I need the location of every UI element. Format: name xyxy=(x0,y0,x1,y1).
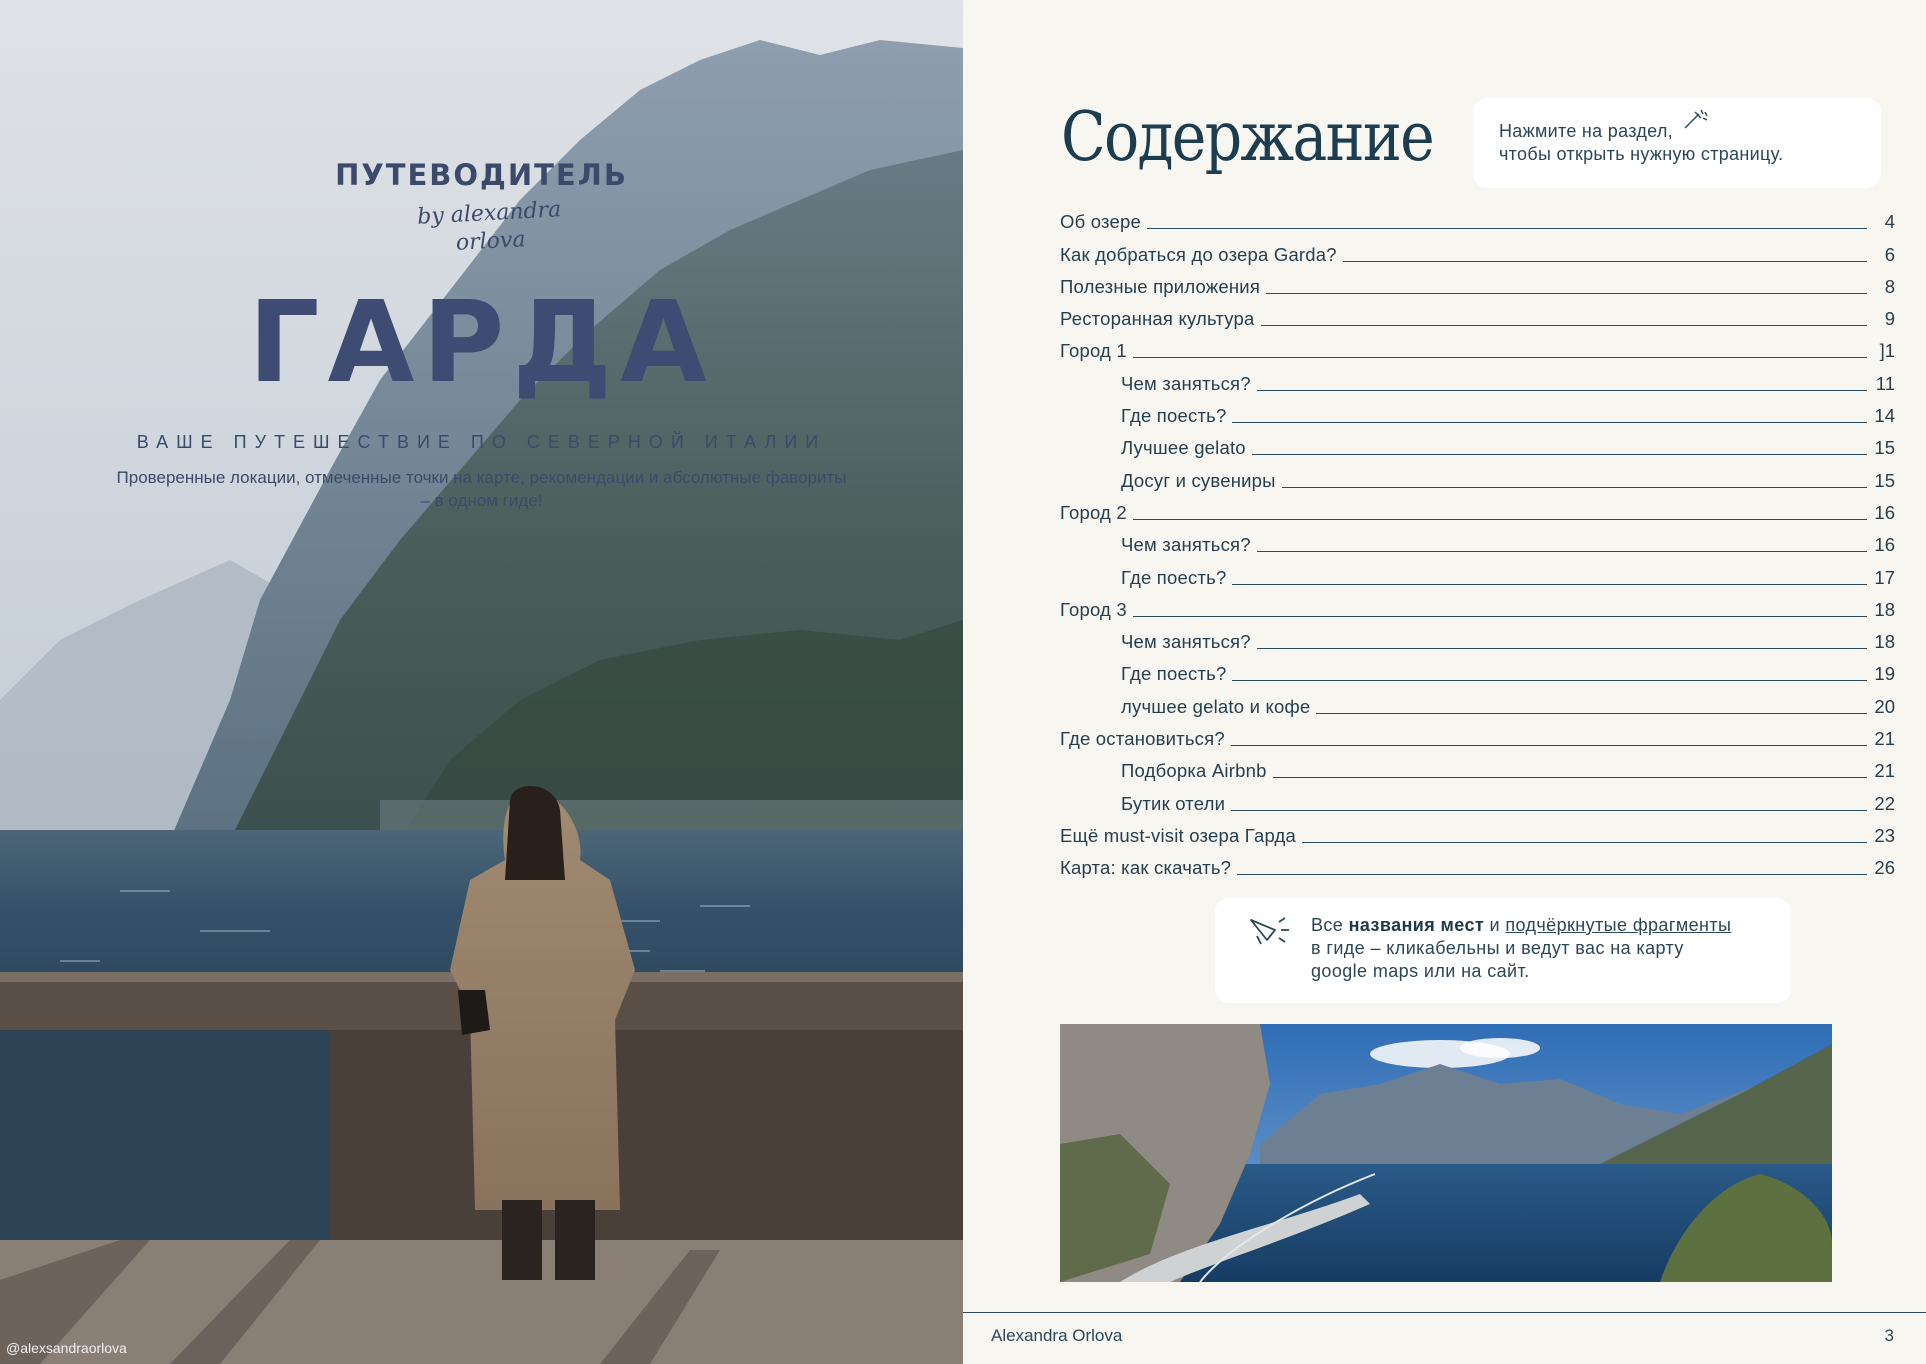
toc-leader-line xyxy=(1147,228,1867,229)
toc-entry-page[interactable]: 21 xyxy=(1874,760,1895,782)
toc-leader-line xyxy=(1232,584,1867,585)
toc-entry-label[interactable]: Чем заняться? xyxy=(1121,534,1251,556)
toc-entry-page[interactable]: ]1 xyxy=(1879,340,1895,362)
toc-entry-page[interactable]: 17 xyxy=(1874,566,1895,588)
toc-entry-label[interactable]: Где поесть? xyxy=(1121,663,1227,685)
toc-leader-line xyxy=(1133,616,1867,617)
toc-entry-label[interactable]: Бутик отели xyxy=(1121,792,1226,814)
toc-entry-page[interactable]: 20 xyxy=(1874,695,1895,717)
toc-leader-line xyxy=(1232,422,1867,423)
signature-line-2: orlova xyxy=(455,227,527,256)
toc-entry-label[interactable]: лучшее gelato и кофе xyxy=(1121,695,1311,717)
toc-entry-page[interactable]: 23 xyxy=(1874,824,1895,846)
toc-entry-page[interactable]: 21 xyxy=(1874,728,1895,750)
note-line-1: Все названия мест и подчёркнутые фрагменты xyxy=(1311,915,1732,935)
lake-photo xyxy=(1060,1024,1832,1282)
toc-entry[interactable] xyxy=(1060,299,1895,331)
note-line-2: в гиде – кликабельны и ведут вас на карту xyxy=(1311,938,1684,958)
toc-entry[interactable] xyxy=(1060,396,1895,428)
toc-entry-page[interactable]: 9 xyxy=(1884,308,1895,330)
toc-leader-line xyxy=(1282,487,1867,488)
toc-entry-label[interactable]: Чем заняться? xyxy=(1121,372,1251,394)
toc-entry-page[interactable]: 11 xyxy=(1875,372,1895,394)
toc-entry[interactable] xyxy=(1060,590,1895,622)
toc-entry[interactable] xyxy=(1060,783,1895,815)
clickable-note xyxy=(1215,898,1791,1003)
toc-leader-line xyxy=(1231,810,1867,811)
note-bold-text: названия мест xyxy=(1348,915,1485,935)
toc-entry-label[interactable]: Чем заняться? xyxy=(1121,631,1251,653)
toc-leader-line xyxy=(1343,261,1867,262)
toc-entry-label[interactable]: Карта: как скачать? xyxy=(1060,857,1232,879)
toc-leader-line xyxy=(1237,874,1867,875)
hint-box xyxy=(1473,98,1881,188)
toc-entry-label[interactable]: Где остановиться? xyxy=(1060,728,1225,750)
toc-entry[interactable] xyxy=(1060,267,1895,299)
toc-leader-line xyxy=(1266,293,1867,294)
table-of-contents xyxy=(1060,202,1895,880)
toc-entry[interactable] xyxy=(1060,557,1895,589)
hint-line-2: чтобы открыть нужную страницу. xyxy=(1499,144,1784,164)
cover-kicker: ПУТЕВОДИТЕЛЬ xyxy=(335,158,628,192)
toc-entry-label[interactable]: Досуг и сувениры xyxy=(1121,469,1276,491)
note-line-3: google maps или на сайт. xyxy=(1311,961,1530,981)
toc-leader-line xyxy=(1231,745,1867,746)
cover-title: ГАРДА xyxy=(248,278,715,408)
toc-entry-page[interactable]: 22 xyxy=(1874,792,1895,814)
toc-entry-page[interactable]: 14 xyxy=(1874,405,1895,427)
megaphone-icon xyxy=(1245,910,1295,950)
toc-leader-line xyxy=(1133,519,1867,520)
cover-description: Проверенные локации, отмеченные точки на карте, рекомендации и абсолютные фавориты – в одном гиде! xyxy=(116,468,847,510)
toc-leader-line xyxy=(1232,680,1867,681)
toc-entry-page[interactable]: 6 xyxy=(1884,243,1895,265)
toc-entry-label[interactable]: Лучшее gelato xyxy=(1121,437,1246,459)
toc-entry-page[interactable]: 8 xyxy=(1884,275,1895,297)
toc-entry-label[interactable]: Подборка Airbnb xyxy=(1121,760,1267,782)
instagram-handle: @alexsandraorlova xyxy=(6,1340,127,1356)
footer-author: Alexandra Orlova xyxy=(991,1326,1123,1345)
sparkle-icon xyxy=(1681,108,1709,132)
toc-leader-line xyxy=(1257,390,1867,391)
toc-entry-page[interactable]: 15 xyxy=(1874,469,1895,491)
toc-entry-page[interactable]: 18 xyxy=(1874,631,1895,653)
toc-leader-line xyxy=(1302,842,1867,843)
toc-entry-label[interactable]: Где поесть? xyxy=(1121,405,1227,427)
toc-leader-line xyxy=(1252,454,1867,455)
toc-entry[interactable] xyxy=(1060,493,1895,525)
toc-entry[interactable] xyxy=(1060,460,1895,492)
footer-page-number: 3 xyxy=(1884,1326,1894,1345)
toc-entry[interactable] xyxy=(1060,686,1895,718)
toc-entry[interactable] xyxy=(1060,751,1895,783)
toc-entry[interactable] xyxy=(1060,234,1895,266)
toc-entry[interactable] xyxy=(1060,719,1895,751)
toc-entry-page[interactable]: 16 xyxy=(1874,534,1895,556)
toc-entry-page[interactable]: 18 xyxy=(1874,598,1895,620)
toc-entry-label[interactable]: Полезные приложения xyxy=(1060,275,1261,297)
toc-entry-label[interactable]: Город 3 xyxy=(1060,598,1127,620)
toc-entry[interactable] xyxy=(1060,848,1895,880)
toc-entry-label[interactable]: Город 2 xyxy=(1060,501,1127,523)
toc-entry[interactable] xyxy=(1060,202,1895,234)
cover-subtitle: ВАШЕ ПУТЕШЕСТВИЕ ПО СЕВЕРНОЙ ИТАЛИИ xyxy=(136,432,827,452)
toc-leader-line xyxy=(1133,357,1867,358)
toc-entry[interactable] xyxy=(1060,622,1895,654)
toc-entry[interactable] xyxy=(1060,816,1895,848)
author-signature xyxy=(379,194,602,261)
toc-entry-label[interactable]: Ресторанная культура xyxy=(1060,308,1255,330)
toc-leader-line xyxy=(1257,551,1867,552)
toc-entry-page[interactable]: 19 xyxy=(1874,663,1895,685)
toc-leader-line xyxy=(1257,648,1867,649)
toc-entry[interactable] xyxy=(1060,428,1895,460)
toc-entry-page[interactable]: 4 xyxy=(1884,211,1895,233)
hint-line-1: Нажмите на раздел, xyxy=(1499,121,1673,141)
toc-entry-page[interactable]: 26 xyxy=(1874,857,1895,879)
toc-entry[interactable] xyxy=(1060,363,1895,395)
signature-line-1: by alexandra xyxy=(416,197,562,230)
toc-entry-label[interactable]: Ещё must-visit озера Гарда xyxy=(1060,824,1297,846)
toc-entry-page[interactable]: 16 xyxy=(1874,501,1895,523)
note-underlined-link[interactable]: подчёркнутые фрагменты xyxy=(1505,915,1732,935)
toc-entry-label[interactable]: Город 1 xyxy=(1060,340,1127,362)
toc-entry-label[interactable]: Об озере xyxy=(1060,211,1141,233)
toc-entry-label[interactable]: Где поесть? xyxy=(1121,566,1227,588)
toc-entry[interactable] xyxy=(1060,331,1895,363)
toc-leader-line xyxy=(1261,325,1867,326)
toc-leader-line xyxy=(1316,713,1867,714)
toc-entry[interactable] xyxy=(1060,525,1895,557)
contents-page xyxy=(963,0,1926,1364)
page-title: Содержание xyxy=(1061,98,1434,177)
toc-leader-line xyxy=(1273,777,1867,778)
toc-entry-page[interactable]: 15 xyxy=(1874,437,1895,459)
toc-entry-label[interactable]: Как добраться до озера Garda? xyxy=(1060,243,1337,265)
toc-entry[interactable] xyxy=(1060,654,1895,686)
footer-divider xyxy=(963,1312,1926,1313)
